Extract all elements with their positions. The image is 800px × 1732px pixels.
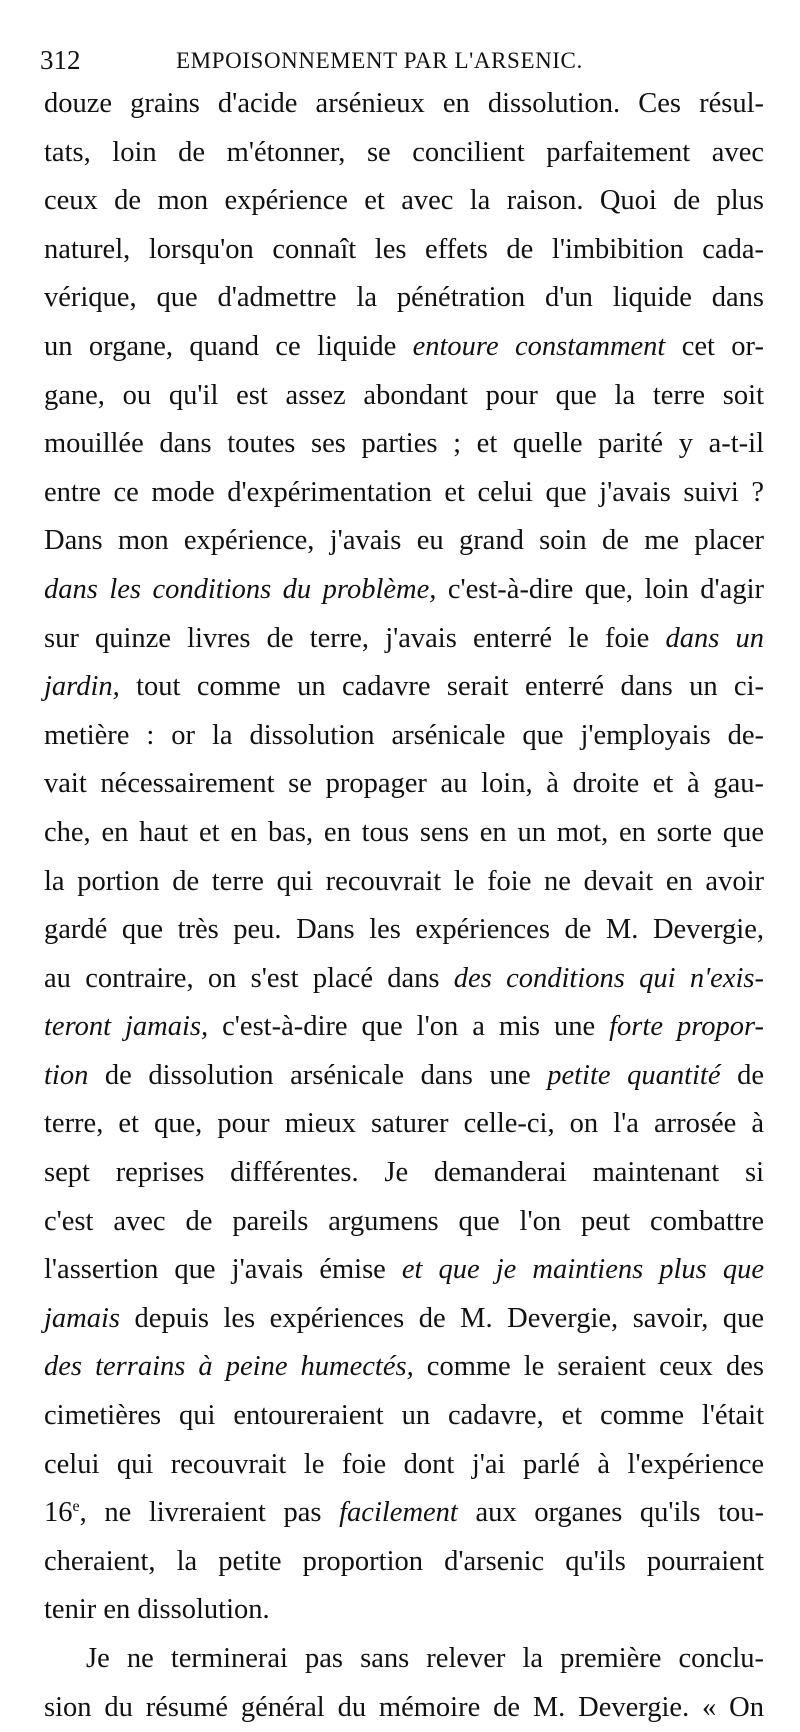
running-head: EMPOISONNEMENT PAR L'ARSENIC. [176,48,583,73]
text-line [44,906,764,955]
text-run: douze grains d'acide arsénieux en dissolution. Ces résul- [44,88,764,119]
text-line [44,1343,764,1392]
text-run: depuis les expériences de M. Devergie, savoir, que [120,1302,764,1334]
text-run: cheraient, la petite proportion d'arsenic qu'ils pourraient [44,1545,764,1577]
text-line [44,809,764,858]
text-run: sion du résumé général du mémoire de M. Devergie. « On [44,1691,764,1723]
text-line [44,1684,764,1732]
text-line [44,566,764,615]
text-line [44,760,764,809]
text-run: , ne livreraient pas [79,1497,340,1529]
italic-text: petite quantité [547,1059,721,1091]
text-run: sept reprises différentes. Je demanderai maintenant si [44,1157,764,1189]
text-line [44,1198,764,1247]
text-line [44,226,764,275]
text-line [44,1003,764,1052]
body-text [44,80,764,1732]
text-line [44,420,764,469]
text-run: entre ce mode d'expérimentation et celui que j'avais suivi ? [44,476,764,508]
text-line [44,1635,764,1684]
text-line [44,517,764,566]
text-line [44,1586,764,1635]
text-run: c'est avec de pareils argumens que l'on peut combattre [44,1205,764,1237]
text-run: comme le seraient ceux des [413,1351,764,1383]
text-run: de [720,1059,765,1091]
text-run: gane, ou qu'il est assez abondant pour que la terre soit [44,379,764,411]
italic-text: et que je maintiens plus que [401,1254,764,1286]
text-run: au contraire, on s'est placé dans [44,962,454,994]
italic-text: forte propor- [609,1011,765,1043]
text-run: naturel, lorsqu'on connaît les effets de l'imbibition cada- [44,233,764,265]
text-run: c'est-à-dire que l'on a mis une [208,1011,610,1043]
text-run: tout comme un cadavre serait enterré dans un ci- [119,671,764,703]
text-run: la portion de terre qui recouvrait le foie ne devait en avoir [44,865,764,897]
italic-text: dans les conditions du problème, [44,573,437,605]
text-run: vérique, que d'admettre la pénétration d'un liquide dans [44,282,764,314]
text-run: gardé que très peu. Dans les expériences de M. Devergie, [44,914,764,946]
text-run: c'est-à-dire que, loin d'agir [436,573,764,605]
italic-text: entoure constamment [412,330,666,362]
text-line [44,1538,764,1587]
text-line [44,1149,764,1198]
text-line [44,1392,764,1441]
page-header [40,42,762,78]
text-line [44,1246,764,1295]
text-line [44,129,764,178]
text-run: celui qui recouvrait le foie dont j'ai parlé à l'expérience [44,1448,764,1480]
text-run: vait nécessairement se propager au loin, à droite et à gau- [44,768,764,800]
text-run: Je ne terminerai pas sans relever la première conclu- [86,1643,764,1674]
text-run: tenir en dissolution. [44,1594,270,1626]
italic-text: dans un [665,622,764,654]
italic-text: teront jamais, [44,1011,209,1043]
text-run: un organe, quand ce liquide [44,330,413,362]
text-line [44,858,764,907]
page-number: 312 [40,45,81,75]
italic-text: des conditions qui n'exis- [453,962,764,994]
text-line [44,1489,764,1538]
text-run: Dans mon expérience, j'avais eu grand soin de me placer [44,525,764,557]
text-line [44,615,764,664]
text-line [44,274,764,323]
superscript-text: e [72,1498,80,1516]
text-line [44,955,764,1004]
text-run: 16 [44,1497,73,1529]
text-run: metière : or la dissolution arsénicale que j'employais de- [44,719,764,751]
text-run: sur quinze livres de terre, j'avais enterré le foie [44,622,666,654]
text-line [44,663,764,712]
text-line [44,1295,764,1344]
italic-text: des terrains à peine humectés, [44,1351,414,1383]
text-line [44,177,764,226]
text-run: terre, et que, pour mieux saturer celle-ci, on l'a arrosée à [44,1108,764,1140]
text-run: aux organes qu'ils tou- [457,1497,764,1529]
text-line [44,1441,764,1490]
italic-text: jardin, [44,671,120,703]
text-line [44,323,764,372]
italic-text: facilement [339,1497,458,1529]
text-line [44,80,764,129]
text-run: de dissolution arsénicale dans une [88,1059,548,1091]
text-line [44,469,764,518]
text-run: che, en haut et en bas, en tous sens en un mot, en sorte que [44,816,764,848]
text-run: cet or- [665,330,764,362]
text-line [44,1100,764,1149]
italic-text: jamais [44,1302,121,1334]
text-run: mouillée dans toutes ses parties ; et quelle parité y a-t-il [44,428,764,460]
italic-text: tion [44,1059,89,1091]
text-line [44,372,764,421]
text-run: cimetières qui entoureraient un cadavre, et comme l'était [44,1400,764,1432]
text-run: ceux de mon expérience et avec la raison. Quoi de plus [44,185,764,217]
text-line [44,712,764,761]
text-line [44,1052,764,1101]
text-run: tats, loin de m'étonner, se concilient parfaitement avec [44,136,764,168]
text-run: l'assertion que j'avais émise [44,1254,402,1286]
